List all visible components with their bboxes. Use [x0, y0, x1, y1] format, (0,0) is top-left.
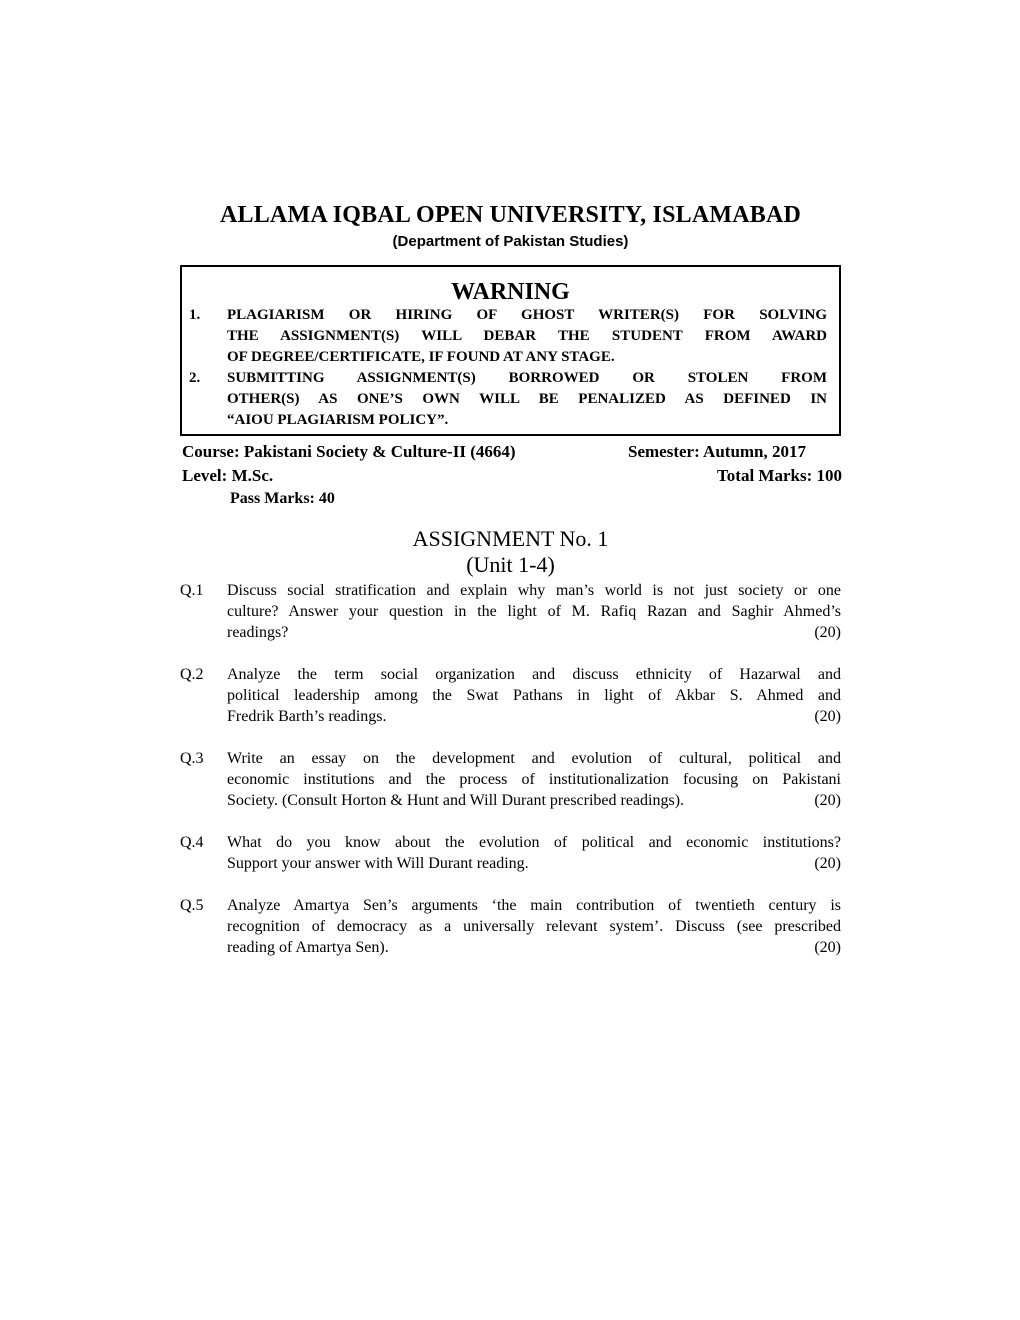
course-info: Course: Pakistani Society & Culture-II (4664): [182, 442, 516, 461]
question-line-last: [227, 706, 841, 727]
warning-title: WARNING: [451, 279, 570, 305]
semester-info: Semester: Autumn, 2017: [628, 442, 807, 461]
question-line: economic institutions and the process of institutionalization focusing on Pakistani: [227, 771, 841, 788]
university-title: ALLAMA IQBAL OPEN UNIVERSITY, ISLAMABAD: [219, 202, 802, 228]
level-info: Level: M.Sc.: [182, 466, 274, 485]
question-line-last: [227, 622, 841, 643]
question-line: culture? Answer your question in the light of M. Rafiq Razan and Saghir Ahmed’s: [227, 603, 841, 620]
question-number: Q.5: [180, 897, 204, 914]
question-line: Write an essay on the development and evolution of cultural, political and: [227, 750, 841, 767]
question-line: Support your answer with Will Durant reading.: [227, 855, 529, 872]
question-marks: (20): [814, 708, 841, 725]
warning-item-number: 1.: [189, 307, 201, 323]
warning-line: PLAGIARISM OR HIRING OF GHOST WRITER(S) FOR SOLVING: [227, 307, 827, 323]
question-line: Analyze Amartya Sen’s arguments ‘the main contribution of twentieth century is: [227, 897, 841, 914]
warning-item-number: 2.: [189, 370, 201, 386]
warning-item-text: [227, 305, 827, 368]
question-text: [227, 748, 841, 811]
question-text: [227, 664, 841, 727]
warning-line: OF DEGREE/CERTIFICATE, IF FOUND AT ANY STAGE.: [227, 349, 615, 365]
assignment-units: (Unit 1-4): [466, 552, 555, 577]
question-marks: (20): [814, 855, 841, 872]
warning-line: SUBMITTING ASSIGNMENT(S) BORROWED OR STOLEN FROM: [227, 370, 827, 386]
question-line: reading of Amartya Sen).: [227, 939, 389, 956]
question-marks: (20): [814, 624, 841, 641]
question-text: [227, 832, 841, 874]
warning-box: [180, 265, 841, 436]
question-line: political leadership among the Swat Pathans in light of Akbar S. Ahmed and: [227, 687, 841, 704]
question-line-last: [227, 853, 841, 874]
question-line: What do you know about the evolution of political and economic institutions?: [227, 834, 841, 851]
question-text: [227, 895, 841, 958]
warning-item-text: [227, 368, 827, 431]
warning-line: OTHER(S) AS ONE’S OWN WILL BE PENALIZED AS DEFINED IN: [227, 391, 827, 407]
question-number: Q.3: [180, 750, 204, 767]
question-number: Q.1: [180, 582, 204, 599]
question-line: Fredrik Barth’s readings.: [227, 708, 387, 725]
question-line: Society. (Consult Horton & Hunt and Will Durant prescribed readings).: [227, 792, 685, 809]
warning-line: “AIOU PLAGIARISM POLICY”.: [227, 412, 449, 428]
question-text: [227, 580, 841, 643]
question-line: Discuss social stratification and explain why man’s world is not just society or one: [227, 582, 841, 599]
question-marks: (20): [814, 792, 841, 809]
warning-line: THE ASSIGNMENT(S) WILL DEBAR THE STUDENT FROM AWARD: [227, 328, 827, 344]
question-marks: (20): [814, 939, 841, 956]
assignment-title: ASSIGNMENT No. 1: [412, 526, 609, 551]
question-line: recognition of democracy as a universally relevant system’. Discuss (see prescribed: [227, 918, 841, 935]
question-number: Q.4: [180, 834, 204, 851]
question-line-last: [227, 937, 841, 958]
department-subtitle: (Department of Pakistan Studies): [392, 233, 629, 250]
pass-marks-info: Pass Marks: 40: [230, 490, 335, 507]
question-line: Analyze the term social organization and discuss ethnicity of Hazarwal and: [227, 666, 841, 683]
question-line: readings?: [227, 624, 289, 641]
total-marks-info: Total Marks: 100: [717, 466, 842, 485]
question-line-last: [227, 790, 841, 811]
question-number: Q.2: [180, 666, 204, 683]
